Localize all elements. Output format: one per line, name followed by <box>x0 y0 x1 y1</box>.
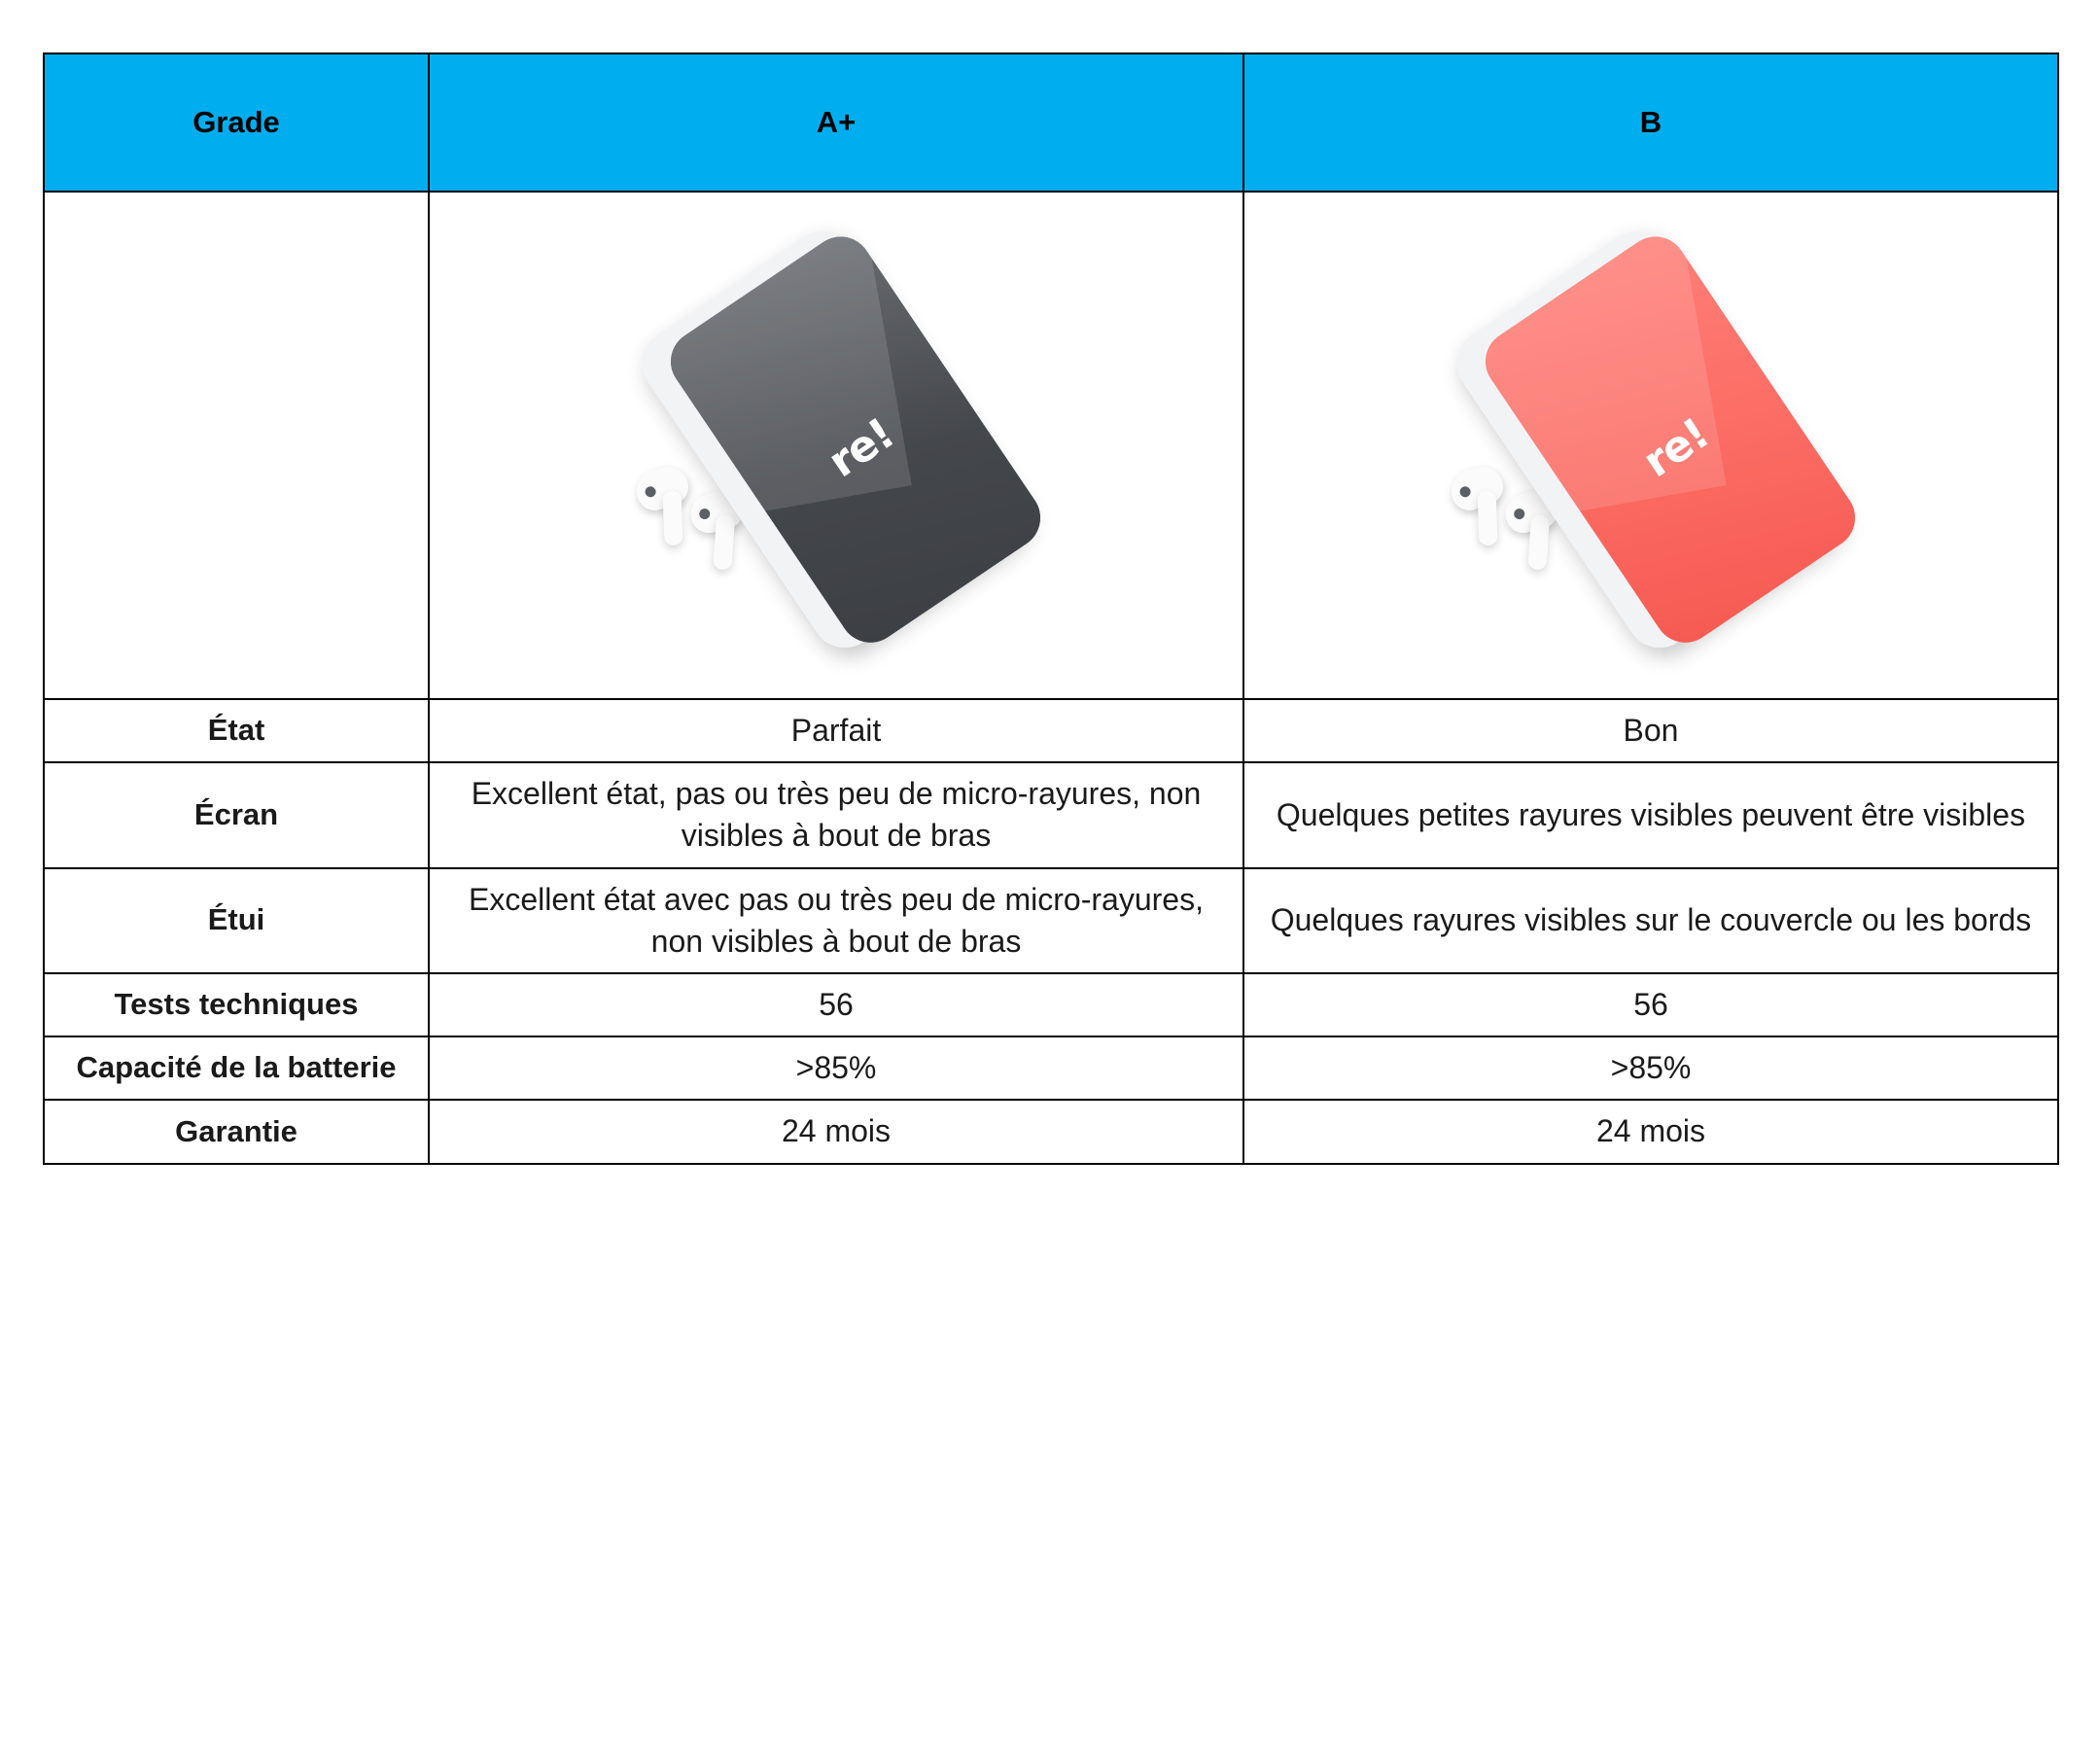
table-row-images <box>44 192 2058 699</box>
header-grade-a-plus: A+ <box>429 53 1243 192</box>
table-row <box>44 868 2058 973</box>
earbud-sensor <box>1513 508 1525 520</box>
cell-ecran-b: Quelques petites rayures visibles peuvent être visibles <box>1243 762 2058 867</box>
row-label-etui: Étui <box>44 868 429 973</box>
table-body <box>44 192 2058 1164</box>
earbud-sensor <box>698 508 711 520</box>
table-row <box>44 1100 2058 1163</box>
earbud-left <box>631 461 693 515</box>
cell-etui-b: Quelques rayures visibles sur le couvercle ou les bords <box>1243 868 2058 973</box>
phone-screen <box>1474 225 1868 654</box>
cell-batterie-a-plus: >85% <box>429 1036 1243 1100</box>
brand-logo-text: re! <box>820 408 903 488</box>
row-label-tests-techniques: Tests techniques <box>44 973 429 1036</box>
table-row <box>44 1036 2058 1100</box>
earbud-stem <box>1527 514 1550 570</box>
earbud-sensor <box>644 485 657 499</box>
device-illustration-b <box>1262 202 2040 688</box>
image-row-label-cell <box>44 192 429 699</box>
cell-etui-a-plus: Excellent état avec pas ou très peu de micro-rayures, non visibles à bout de bras <box>429 868 1243 973</box>
grade-comparison-table <box>43 53 2059 1165</box>
header-grade: Grade <box>44 53 429 192</box>
cell-etat-b: Bon <box>1243 699 2058 762</box>
earbud-left <box>1446 461 1508 515</box>
row-label-ecran: Écran <box>44 762 429 867</box>
table-header <box>44 53 2058 192</box>
cell-tests-a-plus: 56 <box>429 973 1243 1036</box>
table-header-row <box>44 53 2058 192</box>
row-label-capacite-batterie: Capacité de la batterie <box>44 1036 429 1100</box>
cell-etat-a-plus: Parfait <box>429 699 1243 762</box>
earbud-sensor <box>1458 485 1472 499</box>
brand-logo-text: re! <box>1634 408 1718 488</box>
header-grade-b: B <box>1243 53 2058 192</box>
earbud-stem <box>713 514 735 570</box>
image-cell-a-plus <box>429 192 1243 699</box>
table-row <box>44 699 2058 762</box>
smartphone-icon-dark <box>629 219 1037 661</box>
image-cell-b <box>1243 192 2058 699</box>
cell-garantie-b: 24 mois <box>1243 1100 2058 1163</box>
cell-ecran-a-plus: Excellent état, pas ou très peu de micro-rayures, non visibles à bout de bras <box>429 762 1243 867</box>
device-illustration-a-plus <box>447 202 1225 688</box>
table-row <box>44 762 2058 867</box>
earbud-stem <box>1478 490 1498 545</box>
cell-garantie-a-plus: 24 mois <box>429 1100 1243 1163</box>
row-label-etat: État <box>44 699 429 762</box>
row-label-garantie: Garantie <box>44 1100 429 1163</box>
table-row <box>44 973 2058 1036</box>
cell-batterie-b: >85% <box>1243 1036 2058 1100</box>
cell-tests-b: 56 <box>1243 973 2058 1036</box>
smartphone-icon-coral <box>1444 219 1852 661</box>
earbud-stem <box>663 490 683 545</box>
phone-screen <box>659 225 1053 654</box>
